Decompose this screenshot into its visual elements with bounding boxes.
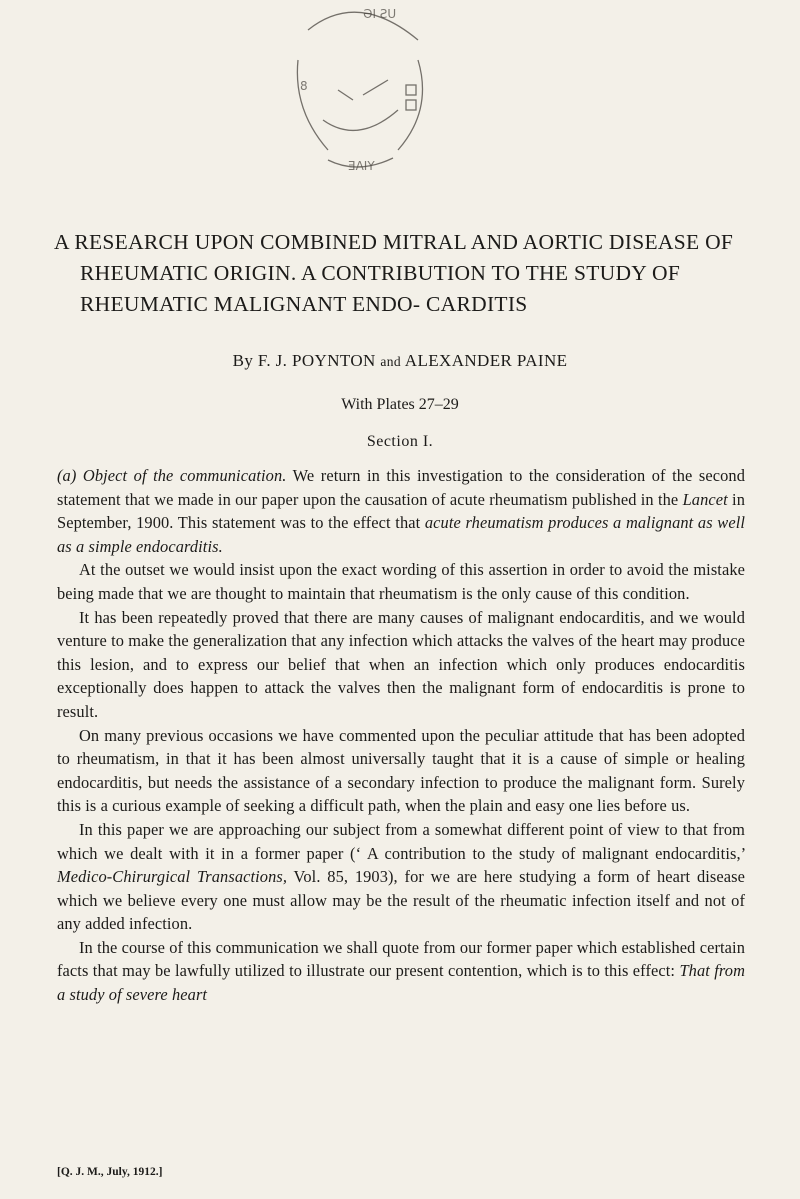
p1-statement: acute rheumatism produces a malignant as well as a simple endocarditis. — [57, 513, 746, 556]
article-title: A RESEARCH UPON COMBINED MITRAL AND AORTIC DISEASE OF RHEUMATIC ORIGIN. A CONTRIBUTION TO THE STUDY OF RHEUMATIC MALIGNANT ENDO- CARDITIS — [54, 230, 734, 316]
author-2: ALEXANDER PAINE — [404, 351, 568, 370]
p1-heading: Object of the communication. — [82, 466, 287, 485]
article-body — [57, 464, 745, 1007]
svg-text:8: 8 — [300, 79, 308, 93]
paragraph-6 — [57, 936, 745, 1007]
paragraph-3: It has been repeatedly proved that there are many causes of malignant endocarditis, and we would venture to make the generalization that any infection which attacks the valves of the heart may produce this lesion, and to express our belief that when an infection which only produces endocarditis exceptionally does happen to attack the valves then the malignant form of endocarditis is prone to result. — [57, 607, 745, 721]
byline-by: By — [232, 351, 254, 370]
section-heading: Section I. — [366, 433, 434, 450]
p1-text-b: in September, 1900. This statement was to the effect that — [57, 489, 745, 533]
paragraph-4: On many previous occasions we have commented upon the peculiar attitude that has been adopted to rheumatism, in that it has been almost universally taught that it is a cause of simple or healing endocarditis, but needs the assistance of a secondary infection to produce the malignant form. Surely this is a curious example of seeking a difficult path, when the plain and easy one lies before us. — [57, 725, 745, 816]
paragraph-1 — [57, 464, 745, 558]
p6-italic: That from a study of severe heart — [57, 961, 746, 1005]
p1-journal: Lancet — [682, 489, 728, 509]
svg-text:ƏI ƧU: ƏI ƧU — [363, 7, 397, 21]
journal-footer: [Q. J. M., July, 1912.] — [57, 1166, 163, 1178]
author-1: F. J. POYNTON — [257, 351, 376, 370]
p1-label: (a) — [57, 466, 77, 485]
p6-text-a: In the course of this communication we shall quote from our former paper which established certain facts that may be lawfully utilized to illustrate our present contention, which is to this effect: — [57, 937, 745, 981]
svg-text:ƎAIY: ƎAIY — [348, 159, 375, 173]
p1-text-a: We return in this investigation to the consideration of the second statement that we made in our paper upon the causation of acute rheumatism published in the — [57, 466, 745, 509]
paragraph-5 — [57, 818, 745, 936]
library-stamp-icon — [268, 0, 448, 180]
p5-text-a: In this paper we are approaching our subject from a somewhat different point of view to that from which we dealt with it in a former paper (‘ A contribution to the study of malignant endocarditis,’ — [57, 819, 745, 863]
p5-journal: Medico-Chirurgical Transactions, — [57, 867, 288, 887]
plates-note: With Plates 27–29 — [341, 396, 459, 413]
byline-and: and — [380, 354, 402, 369]
byline — [0, 351, 800, 371]
p5-text-b: Vol. 85, 1903), for we are here studying a form of heart disease which we believe every one must allow may be the result of the rheumatic infection itself and not of any added infection. — [57, 867, 745, 934]
paragraph-2: At the outset we would insist upon the exact wording of this assertion in order to avoid the mistake being made that we are thought to maintain that rheumatism is the only cause of this condition. — [57, 560, 745, 603]
